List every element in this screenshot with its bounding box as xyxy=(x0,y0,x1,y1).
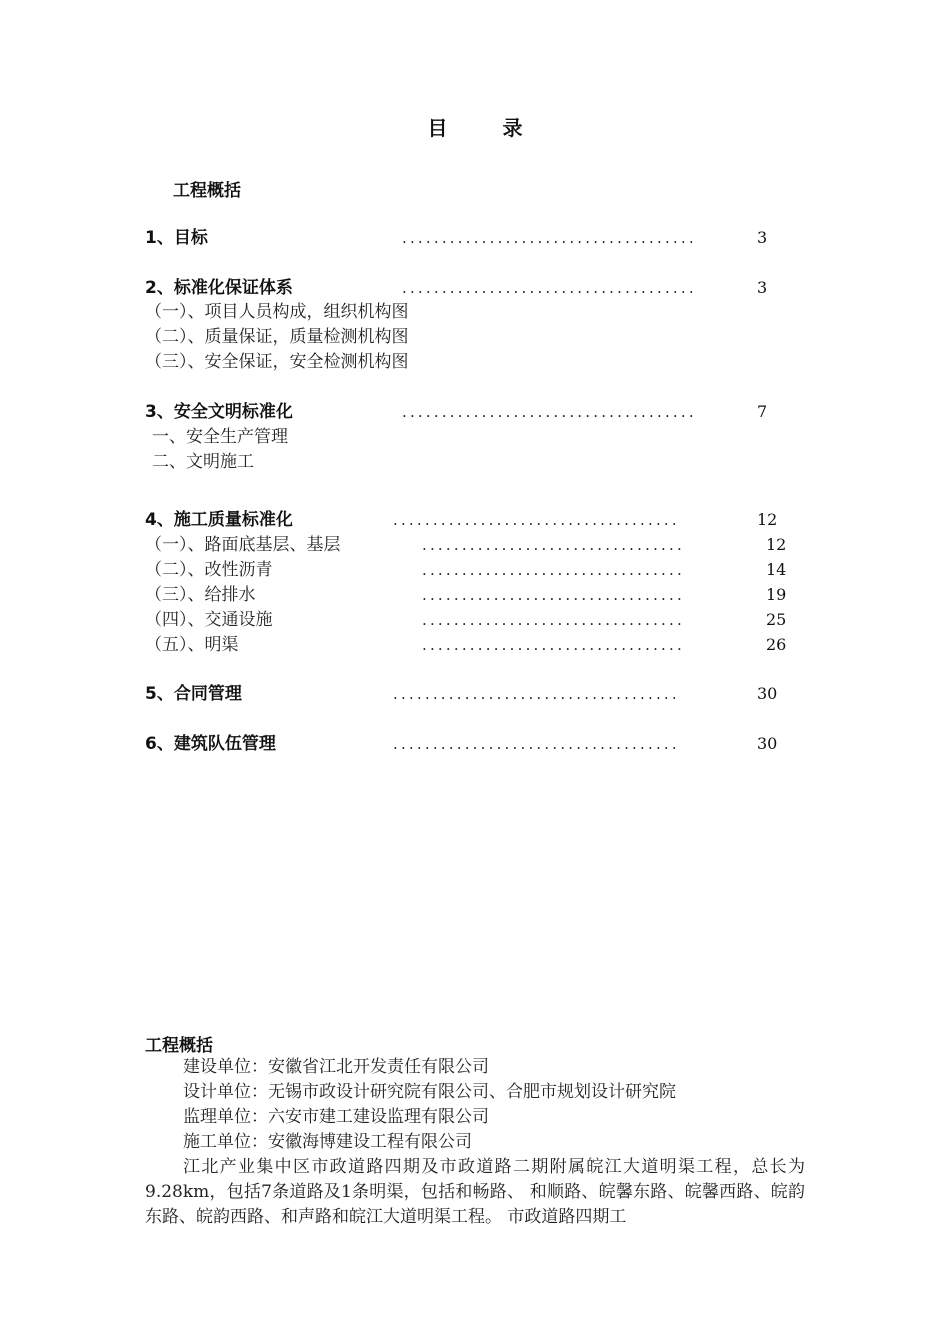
toc-page-number: 3 xyxy=(757,278,768,297)
toc-leader-dots: ................................. xyxy=(422,611,685,629)
info-line-design-unit: 设计单位：无锡市政设计研究院有限公司、合肥市规划设计研究院 xyxy=(183,1082,676,1102)
toc-subitem-label: （五）、明渠 xyxy=(145,635,239,655)
toc-subitem-label: （四）、交通设施 xyxy=(145,610,273,630)
toc-leader-dots: ..................................... xyxy=(402,229,697,247)
info-line-construction-unit: 建设单位：安徽省江北开发责任有限公司 xyxy=(183,1057,489,1077)
toc-leader-dots: .................................... xyxy=(393,511,680,529)
toc-leader-dots: ................................. xyxy=(422,636,685,654)
toc-subitem-label: （一）、项目人员构成，组织机构图 xyxy=(145,302,409,322)
toc-page-number: 12 xyxy=(766,535,787,554)
section-heading: 工程概括 xyxy=(145,1036,213,1056)
toc-page-number: 30 xyxy=(757,684,778,703)
toc-leader-dots: ................................. xyxy=(422,586,685,604)
toc-subitem-label: （三）、给排水 xyxy=(145,585,256,605)
toc-item-label: 5、合同管理 xyxy=(145,684,242,704)
toc-subitem-label: （二）、质量保证，质量检测机构图 xyxy=(145,327,409,347)
toc-page-number: 12 xyxy=(757,510,778,529)
toc-leader-dots: .................................... xyxy=(393,685,680,703)
project-description-paragraph: 江北产业集中区市政道路四期及市政道路二期附属皖江大道明渠工程，总长为9.28km，包括7条道路及1条明渠，包括和畅路、 和顺路、皖馨东路、皖馨西路、皖韵东路、皖韵西路、和声路和皖江大道明渠工程。 市政道路四期工 xyxy=(145,1157,805,1227)
toc-item-label: 2、标准化保证体系 xyxy=(145,278,293,298)
info-line-supervision-unit: 监理单位：六安市建工建设监理有限公司 xyxy=(183,1107,489,1127)
toc-leader-dots: ..................................... xyxy=(402,403,697,421)
toc-subitem-label: 二、文明施工 xyxy=(152,452,254,472)
toc-page-number: 3 xyxy=(757,228,768,247)
toc-subitem-label: 一、安全生产管理 xyxy=(152,427,288,447)
toc-subitem-label: （三）、安全保证，安全检测机构图 xyxy=(145,352,409,372)
toc-leader-dots: ..................................... xyxy=(402,279,697,297)
info-line-contractor-unit: 施工单位：安徽海博建设工程有限公司 xyxy=(183,1132,472,1152)
toc-title: 目 录 xyxy=(427,116,547,140)
toc-overview-heading: 工程概括 xyxy=(173,181,241,201)
toc-page-number: 25 xyxy=(766,610,787,629)
toc-page-number: 26 xyxy=(766,635,787,654)
toc-leader-dots: ................................. xyxy=(422,536,685,554)
toc-item-label: 4、施工质量标准化 xyxy=(145,510,293,530)
toc-subitem-label: （二）、改性沥青 xyxy=(145,560,273,580)
toc-page-number: 7 xyxy=(757,402,768,421)
toc-leader-dots: .................................... xyxy=(393,735,680,753)
toc-page-number: 30 xyxy=(757,734,778,753)
toc-page-number: 14 xyxy=(766,560,787,579)
toc-item-label: 1、目标 xyxy=(145,228,208,248)
toc-page-number: 19 xyxy=(766,585,787,604)
toc-item-label: 6、建筑队伍管理 xyxy=(145,734,276,754)
toc-subitem-label: （一）、路面底基层、基层 xyxy=(145,535,341,555)
toc-item-label: 3、安全文明标准化 xyxy=(145,402,293,422)
toc-leader-dots: ................................. xyxy=(422,561,685,579)
